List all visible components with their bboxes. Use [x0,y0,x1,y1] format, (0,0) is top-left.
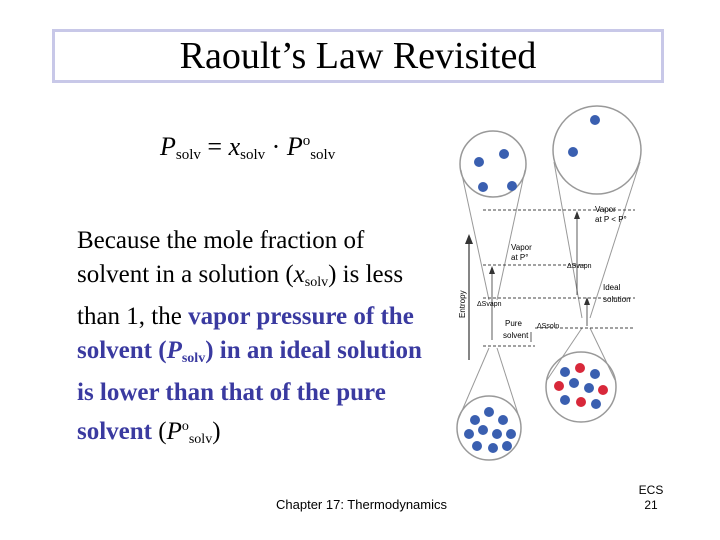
body-text-1: Because the mole fraction of solvent in a solution ( [77,227,365,288]
vapor-p0-label-2: at P° [511,253,529,262]
body-p2-sup: o [181,419,189,434]
ideal-label-2: solution [603,295,631,304]
eq-equals: = [200,132,229,161]
pure-label-1: Pure [505,319,522,328]
highlight-sub: solv [181,351,206,366]
body-text-2: ) is less than 1, the [77,261,404,330]
ideal-label-1: Ideal [603,283,621,292]
entropy-diagram [455,100,660,470]
footer-ecs: ECS [638,483,664,497]
eq-degree: o [302,133,311,149]
pure-label-2: solvent [503,331,529,340]
explanation-text [77,224,437,457]
entropy-label: Entropy [458,290,467,318]
body-x-sub: solv [304,275,329,290]
ds-vapn-label: ΔSvapn [477,301,502,308]
footer-chapter: Chapter 17: Thermodynamics [276,497,448,512]
footer-page-block [636,483,666,513]
body-text-3: ( [152,418,167,445]
ds-vapn-label-2: ΔSvapn [567,263,592,270]
vapor-plow-label-2: at P < P° [595,215,627,224]
eq-sub2: solv [240,147,266,163]
eq-p: P [160,132,176,161]
vapor-plow-label-1: Vapor [595,205,616,214]
eq-sub3: solv [310,147,336,163]
eq-sub: solv [175,147,201,163]
footer-page-number: 21 [644,498,658,512]
body-x: x [293,261,305,288]
ds-soln-label: ΔSsoln [537,323,560,330]
eq-p2: P [286,132,303,161]
raoult-equation [160,132,335,164]
highlight-1: vapor pressure of the solvent ( [77,303,414,364]
vapor-p0-label-1: Vapor [511,243,532,252]
highlight-2: ) in an ideal solution is lower than that of the pure solvent [77,337,422,445]
body-p2: P [166,418,182,445]
title-box [52,29,664,83]
eq-dot: · [265,132,287,161]
eq-x: x [228,132,241,161]
body-p2-sub: solv [188,432,213,447]
body-text-4: ) [212,418,221,445]
slide-title: Raoult’s Law Revisited [179,35,537,77]
highlight-p: P [166,337,182,364]
